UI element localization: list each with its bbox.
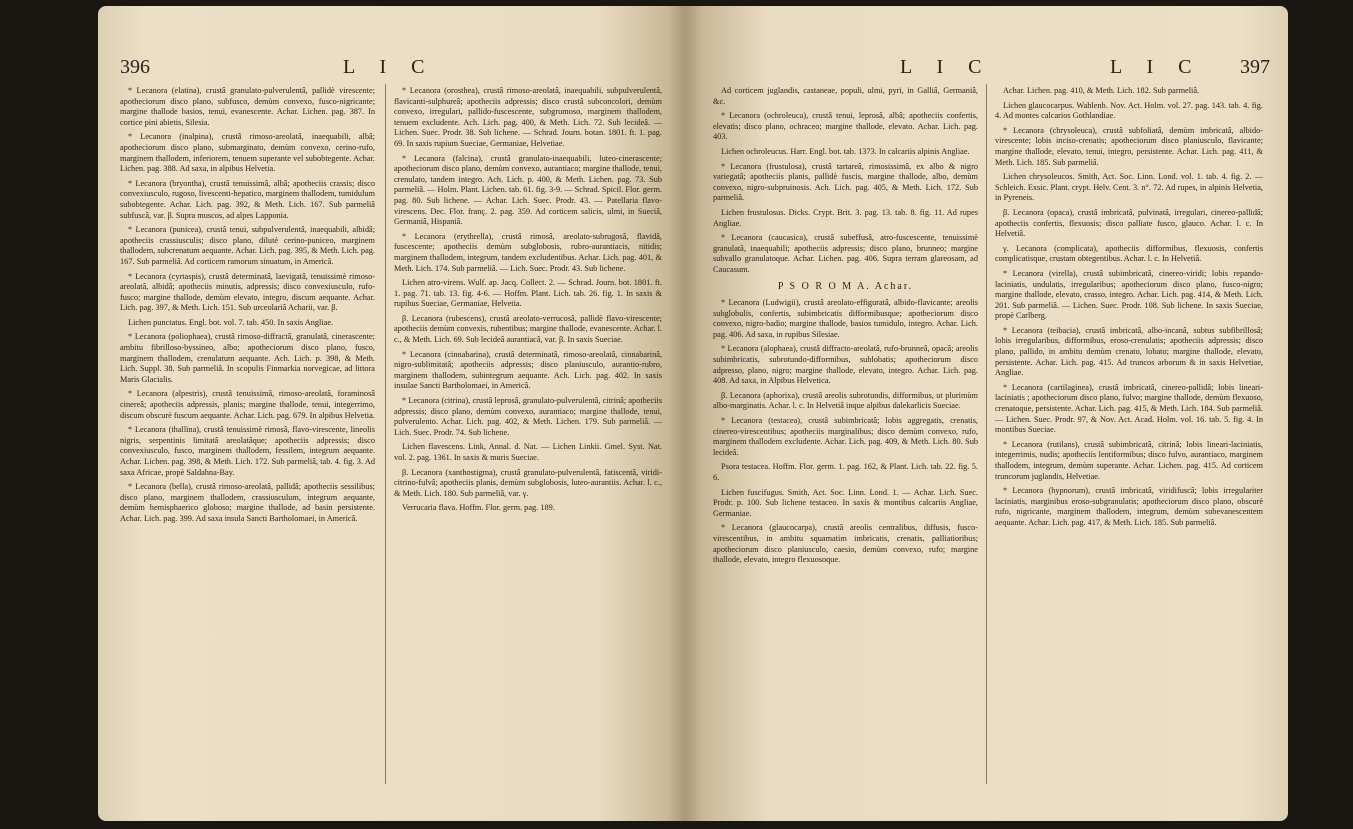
left-column-2 <box>394 86 662 518</box>
open-book <box>98 6 1288 821</box>
left-page-title: L I C <box>343 56 435 78</box>
text-entry: Lichen frustulosus. Dicks. Crypt. Brit. 3. pag. 13. tab. 8. fig. 11. Ad rupes Angliae. <box>713 207 978 228</box>
text-entry: * Lecanora (alophaea), crustâ diffracto-areolatâ, rufo-brunneâ, opacâ; areolis subimbricatis, subrotundo-difformibus, sublobatis; apotheciorum disco adpresso, plano, nigro; margine thallode, elevato, integro. Achar. Lich. pag. 408. Ad saxa, in Alpibus Helvetica. <box>713 344 978 386</box>
text-entry: * Lecanora (cyrtaspis), crustâ determinatâ, laevigatâ, tenuissimè rimoso-areolatâ, albidâ; apotheciis minutis, adpressis; disco convexiusculo, rufo-fusco; margine thallode, demùm elevato, integro, discum aequante. Achar. Lich. pag. 397, & Meth. Lich. 151. Sub urceolariâ Acharii, var. β. <box>120 271 375 313</box>
text-entry: γ. Lecanora (complicata), apotheciis difformibus, flexuosis, confertis complicatisque, crustam obtegentibus. Achar. l. c. In Helvetiâ. <box>995 243 1263 264</box>
column-divider <box>385 84 386 784</box>
text-entry: * Lecanora (teibacia), crustâ imbricatâ, albo-incanâ, subtus subfibrillosâ; lobis irregularibus, difformibus, eroso-crenulatis; apotheciis adpressis; disco plano, pallido, in ambitu demùm crenato, lobato; margine thallode, elevato, persistente. Achar. Lich. pag. 415. Ad truncos arborum & in saxis Helvetiae, Angliae. <box>995 325 1263 378</box>
text-entry: * Lecanora (citrina), crustâ leprosâ, granulato-pulverulentâ, citrinâ; apotheciis adpressis; disco plano, demùm convexo, aurantiaco; margine thallode, tenui, pulverulento. Achar. Lich. pag. 402, & Meth. Lichen. 179. Sub parmeliâ. — Lich. Suec. Prodr. 74. Sub lichene. <box>394 396 662 437</box>
text-entry: Lichen atro-virens. Wulf. ap. Jacq. Collect. 2. — Schrad. Journ. bot. 1801. ft. 1. pag. 71. tab. 13. fig. 4-6. — Hoffm. Plant. Lich. tab. 26. fig. 1. In saxis & rupibus Sueciae, Germaniae, Helvetia. <box>394 278 662 309</box>
text-entry: β. Lecanora (rubescens), crustâ areolato-verrucosâ, pallidè flavo-virescente; apotheciis demùm convexis, rubentibus; margine thallode, evanescente. Achar. l. c., & Meth. Lich. 69. Sub lecideâ aurantiacâ, var. β. In saxis Sueciae. <box>394 313 662 345</box>
text-entry: β. Lecanora (aphorixa), crustâ areolis subrotundis, difformibus, ut plurimùm albo-marginatis. Achar. l. c. In Helvetiâ inque alpibus dalekarlicis Sueciae. <box>713 390 978 411</box>
right-column-1 <box>713 86 978 570</box>
text-entry: * Lecanora (testacea), crustâ subimbricatâ; lobis aggregatis, crenatis, cinereo-virescentibus; apotheciis marginalibus; disco demùm convexo, rufo, marginem thallodem excludente. Achar. Lich. pag. 409, & Meth. Lich. 80. Sub lecideâ. <box>713 416 978 457</box>
text-entry: Ad corticem juglandis, castaneae, populi, ulmi, pyri, in Galliâ, Germaniâ, &c. <box>713 86 978 106</box>
text-entry: Lichen flavescens. Link, Annal. d. Nat. — Lichen Linkii. Gmel. Syst. Nat. vol. 2. pag. 1361. In saxis & muris Sueciae. <box>394 442 662 462</box>
left-page-number: 396 <box>120 56 150 78</box>
text-entry: Lichen fuscifugus. Smith, Act. Soc. Linn. Lond. 1. — Achar. Lich. Suec. Prodr. p. 100. Sub lichene testaceo. In saxis & montibus calcariis Angliae, Germaniae. <box>713 487 978 518</box>
text-entry: * Lecanora (falcina), crustâ granulato-inaequabili, luteo-cinerascente; apotheciorum disco plano, demùm convexo, aurantiaco; margine thallode, tenui, crenulato, tandem integro. Ach. Lich. p. 400, & Meth. Lichen. pag. 73. Sub parmeliâ. — Holm. Plant. Lichen. tab. 61. fig. 3-9. — Schrad. Spicil. Flor. germ. pag. 80. Sub lichene. — Achar. Lich. Suec. Prodr. 43. — Patellaria flavo-virescens. Dec. Flor. franç. 2. pag. 359. Ad corticem salicis, ulmi, in Sueciâ, Germaniâ, Hispaniâ. <box>394 153 662 227</box>
text-entry: * Lecanora (bryontha), crustâ tenuissimâ, albâ; apotheciis crassis; disco convexiusculo, rugoso, livescenti-hepatico, marginem thallodem, tumidulum subobtegente. Achar. Lich. pag. 392, & Meth. Lich. 167. Sub parmeliâ subfuscâ, var. β. Supra muscos, ad alpes Lapponia. <box>120 178 375 220</box>
right-column-2 <box>995 86 1263 533</box>
text-entry: Verrucaria flava. Hoffm. Flor. germ. pag. 189. <box>402 503 555 513</box>
text-entry: * Lecanora (frustulosa), crustâ tartareâ, rimosissimâ, ex albo & nigro variegatâ; apotheciis planis, pallidè fuscis, margine thallode, albo, demùm convexo, nigro-subpruinosis. Ach. Lich. pag. 405, & Meth. Lich. 172. Sub parmeliâ. <box>713 161 978 203</box>
text-entry: * Lecanora (erythrella), crustâ rimosâ, areolato-subrugosâ, flavidâ, fuscescente; apotheciis demùm subglobosis, rubro-aurantiacis, nitidis; marginem thallodem, integrum, tandem excludentibus. Achar. Lich. pag. 401, & Meth. Lich. 174. Sub parmeliâ. — Lich. Suec. Prodr. 43. Sub lichene. <box>394 231 662 273</box>
text-entry: * Lecanora (hypnorum), crustâ imbricatâ, viridifuscâ; lobis irregulariter laciniatis, marginibus eroso-subgranulatis; apotheciorum disco plano, obscurè rufo, nigricante, marginem thallodem, integrum, demùm subevanescentem aequante. Achar. Lich. pag. 417, & Meth. Lich. 185. Sub parmeliâ. <box>995 486 1263 527</box>
column-divider <box>986 84 987 784</box>
text-entry: * Lecanora (ochroleuca), crustâ tenui, leprosâ, albâ; apotheciis confertis, elevatis; disco plano, ochraceo; margine thallode, elevato. Achar. Lich. pag. 403. <box>713 111 978 142</box>
left-running-head <box>98 56 685 86</box>
text-entry: * Lecanora (bella), crustâ rimoso-areolatâ, pallidâ; apotheciis sessilibus; disco plano, marginem thallodem, crassiusculum, integrum aequante, demùm hemisphaerico globoso; margine thallode, ad basin persistente. Achar. Lich. pag. 399. Ad saxa insula Sancti Bartholomaei, in Americâ. <box>120 482 375 523</box>
text-entry: * Lecanora (caucasica), crustâ subeffusâ, atro-fuscescente, tenuissimè granulatâ, inaequabili; apotheciis adpressis; disco plano, brunneo; margine subvallo granulatoque. Achar. Lichen. pag. 406. Supra terram glareosam, ad Caucasum. <box>713 233 978 274</box>
left-page <box>98 6 685 821</box>
text-entry: * Lecanora (virella), crustâ subimbricatâ, cinereo-viridi; lobis repando-laciniatis, undulatis, irregularibus; apotheciorum disco plano, fusco-nigro; margine thallode, elevato, crasso, integro. Achar. Lich. pag. 414, & Meth. Lich. 201. Sub parmeliâ. — Lichen. Suec. Prodr. 108. Sub lichene. In saxis Sueciae, propè Carlberg. <box>995 268 1263 321</box>
right-running-head <box>685 56 1288 86</box>
text-entry: * Lecanora (elatina), crustâ granulato-pulverulentâ, pallidè virescente; apotheciorum disco plano, subfusco, demùm convexo, fusco-nigricante; margine thallode basios, tenui, evanescente. Achar. Lichen. pag. 387. In cortice pini abietis, Silesia. <box>120 86 375 127</box>
text-entry: * Lecanora (Ludwigii), crustâ areolato-effiguratâ, albido-flavicante; areolis subglobulis, confertis, subimbricatis difformibusque; apotheciorum disco convexo, nigro-badio; margine thallode, basios tumidulo, integro. Achar. Lich. pag. 406. Ad saxa, in rupibus Silesiae. <box>713 298 978 339</box>
text-entry: * Lecanora (punicea), crustâ tenui, subpulverulentâ, inaequabili, albidâ; apotheciis crassiusculis; disco plano, dilutè cerino-puniceo, marginem thallodem, subcrenatum aequante. Achar. Lich. pag. 395, & Meth. Lich. pag. 167. Sub parmeliâ. Ad corticem ramorum sinuatum, in Americâ. <box>120 225 375 266</box>
right-page-title-2: L I C <box>1110 56 1202 78</box>
text-entry: P S O R O M A. Achar. <box>777 280 914 292</box>
text-entry: * Lecanora (inalpina), crustâ rimoso-areolatâ, inaequabili, albâ; apotheciorum disco plano, submarginato, demùm convexo, cerino-rufo, marginem thallodem, inferiorem, tenuem superante vel subobtegente. Achar. Lichen. pag. 388. Ad saxa, in alpibus Helvetia. <box>120 132 375 174</box>
left-column-1 <box>120 86 375 529</box>
text-entry: * Lecanora (cinnabarina), crustâ determinatâ, rimoso-areolatâ, cinnabarinâ, nigro-sublimitatâ; apotheciis adpressis; disco planiusculo, aurantio-rubro, marginem thallodem, subintegrum aequante. Ach. Lich. pag. 402. In saxis insulae Sancti Bartholomaei, in Americâ. <box>394 349 662 391</box>
text-entry: * Lecanora (cartilaginea), crustâ imbricatâ, cinereo-pallidâ; lobis lineari-laciniatis ; apotheciorum disco plano, fulvo; margine thallode, demùm flexuoso, crenatoque, persistente. Achar. Lich. pag. 415, & Meth. Lich. 184. Sub parmeliâ. — Lichen. Suec. Prodr. 97, & Nov. Act. Acad. Holm. vol. 16. tab. 5. fig. 4. In montibus Sueciae. <box>995 382 1263 435</box>
text-entry: * Lecanora (poliophaea), crustâ rimoso-diffractâ, granulatâ, cinerascente; ambitu fibrilloso-byssineo, albo; apotheciorum disco plano, fusco, marginem thallodem, crenulatum aequante. Ach. Lich. p. 398, & Meth. Lich. Suppl. 38. Sub parmeliâ. In scopulis Finmarkia norvegicae, ad littora Maris Glacialis. <box>120 332 375 384</box>
text-entry: * Lecanora (orosthea), crustâ rimoso-areolatâ, inaequabili, subpulverulentâ, flavicanti-sulphureâ; apotheciis adpressis; disco crustâ subconcolori, demùm convexo, irregulari, pallido-fuscescente, subgrumoso, marginem thallodem, tenuem excludente. Ach. Lich. pag. 400, & Meth. Lich. 72. Sub lecideâ. — Lichen. Suec. Prodr. 38. Sub lichene. — Schrad. Journ. botan. 1801. ft. 1. pag. 69. In saxis rupium Sueciae, Germaniae, Helvetiae. <box>394 86 662 148</box>
text-entry: * Lecanora (thallina), crustâ tenuissimè rimosâ, flavo-virescente, lineolis nigris, serpentinis limitatâ areolatâque; apotheciis adpressis; disco convexiusculo, fusco, marginem thallodem, fessilem, integrum aequante. Achar. Lichen. pag. 398, & Meth. Lich. 172. Sub parmeliâ, tab. 4. fig. 3. Ad saxa Africae, propè Saldahna-Bay. <box>120 425 375 477</box>
text-entry: Lichen ochroleucus. Harr. Engl. bot. tab. 1373. In calcariis alpinis Angliae. <box>721 146 970 156</box>
text-entry: * Lecanora (chrysoleuca), crustâ subfoliatâ, demùm imbricatâ, albido-virescente; lobis inciso-crenatis; apotheciorum disco planiusculo, flavicante; margine thallode, elevato, tenui, integro, persistente. Achar. Lich. pag. 411, & Meth. Lich. 185. Sub parmeliâ. <box>995 125 1263 167</box>
text-entry: Psora testacea. Hoffm. Flor. germ. 1. pag. 162, & Plant. Lich. tab. 22. fig. 5. 6. <box>713 462 978 482</box>
text-entry: β. Lecanora (opaca), crustâ imbricatâ, pulvinatâ, irregulari, cinereo-pallidâ; apotheciis confertis, flexuosis; disco palliate fusco, glauco. Achar. l. c. In Helvetiâ. <box>995 207 1263 239</box>
text-entry: β. Lecanora (xanthostigma), crustâ granulato-pulverulentâ, fatiscentâ, viridi-citrino-fulvâ; apotheciis planis, demùm subglobosis, luteo-aurantiis. Achar. l. c., & Meth. Lich. 180. Sub parmeliâ, var. γ. <box>394 467 662 498</box>
text-entry: Lichen chrysoleucos. Smith, Act. Soc. Linn. Lond. vol. 1. tab. 4. fig. 2. — Schleich. Exsic. Plant. crypt. Helv. Cent. 3. n°. 72. Ad rupes, in alpinis Helvetia, in Pyreneis. <box>995 172 1263 203</box>
text-entry: * Lecanora (glaucocarpa), crustâ areolis centralibus, diffusis, fusco-virescentibus, in ambitu squamatim imbricatis, crenatis, palliatioribus; apotheciorum disco planiusculo, caesio, demùm convexo, rufo; margine thallode, elevato, integro flexuosoque. <box>713 523 978 565</box>
text-entry: Achar. Lichen. pag. 410, & Meth. Lich. 182. Sub parmeliâ. <box>1003 86 1200 95</box>
text-entry: Lichen glaucocarpus. Wahlenb. Nov. Act. Holm. vol. 27. pag. 143. tab. 4. fig. 4. Ad montes calcarios Gothlandiae. <box>995 100 1263 121</box>
text-entry: * Lecanora (rutilans), crustâ subimbricatâ, citrinâ; lobis lineari-laciniatis, integerrimis, nudis; apotheciis lentiformibus; disco fulvo, aurantiaco, marginem thallodem, integrum, demùm superante. Achar. Lichen. pag. 415. Ad corticem truncorum juglandis, Helvetiae. <box>995 439 1263 481</box>
right-page-title-1: L I C <box>900 56 992 78</box>
text-entry: Lichen punctatus. Engl. bot. vol. 7. tab. 450. In saxis Angliae. <box>128 317 334 327</box>
right-page-number: 397 <box>1240 56 1270 78</box>
text-entry: * Lecanora (alpestris), crustâ tenuissimâ, rimoso-areolatâ, foraminosâ cinereâ; apotheciis adpressis, planis; margine thallode, tenui, integerrimo, discum obscurè fuscum aequante. Achar. Lich. pag. 679. In alpibus Helvetia. <box>120 389 375 420</box>
right-page <box>685 6 1288 821</box>
